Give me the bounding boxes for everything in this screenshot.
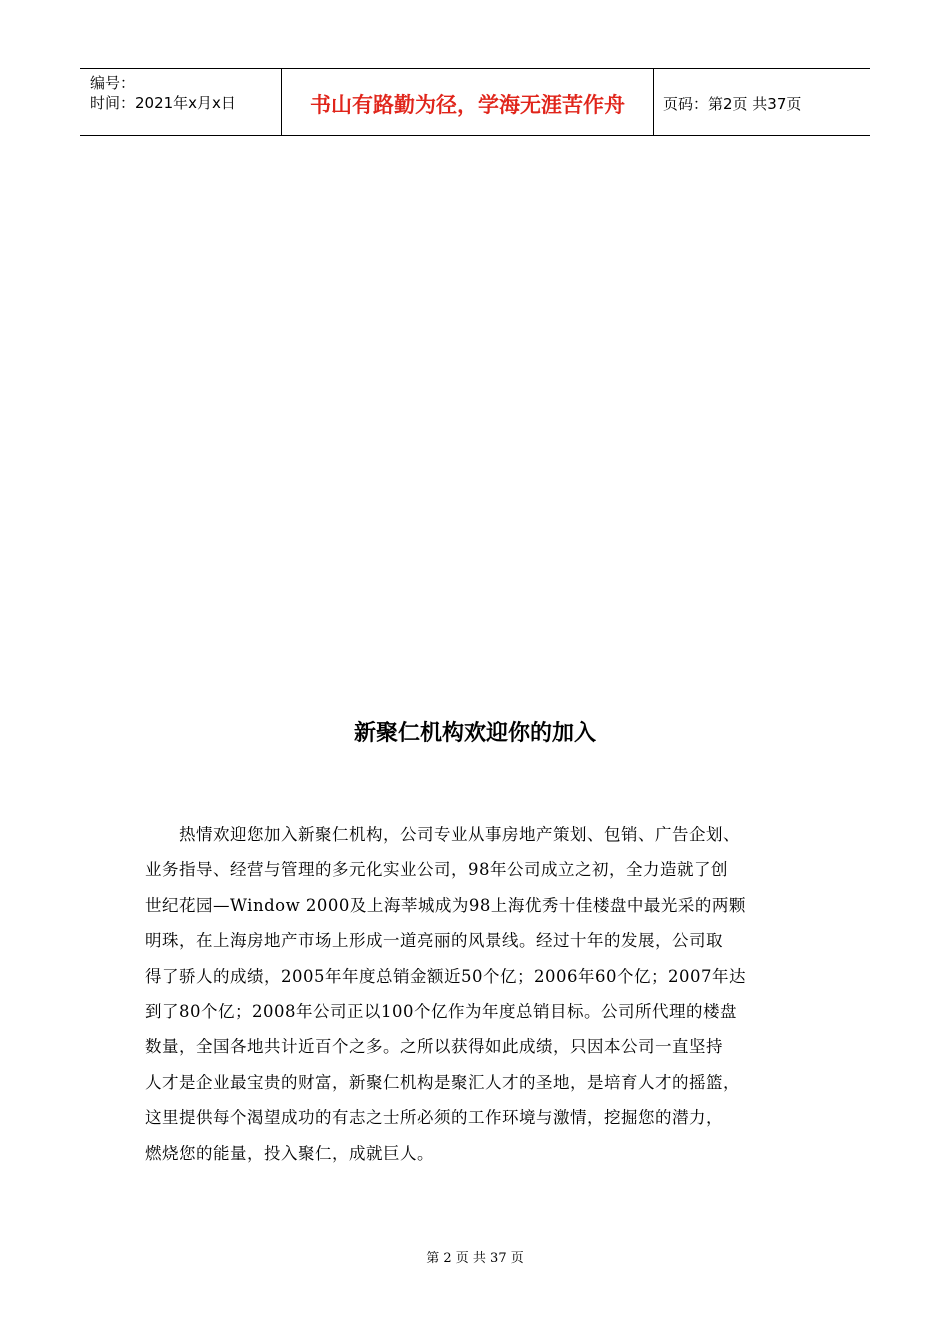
body-line: 业务指导、经营与管理的多元化实业公司，98年公司成立之初，全力造就了创 [145,860,728,880]
body-line: 热情欢迎您加入新聚仁机构，公司专业从事房地产策划、包销、广告企划、 [145,825,740,844]
header-page-info: 页码：第2页 共37页 [663,94,802,113]
page-footer: 第 2 页 共 37 页 [426,1251,524,1266]
body-line: 世纪花园—Window 2000及上海莘城成为98上海优秀十佳楼盘中最光采的两颗 [145,895,746,915]
header-meta-cell [80,69,282,135]
header-motto: 书山有路勤为径，学海无涯苦作舟 [310,92,625,117]
document-time-label: 时间：2021年x月x日 [90,94,236,112]
body-line: 明珠，在上海房地产市场上形成一道亮丽的风景线。经过十年的发展，公司取 [145,931,723,951]
document-number-label: 编号： [90,74,136,92]
body-line: 得了骄人的成绩，2005年年度总销金额近50个亿；2006年60个亿；2007年达 [145,966,746,986]
header-page-cell [654,69,870,135]
header-table [80,68,870,136]
document-body [145,817,825,1171]
body-line: 燃烧您的能量，投入聚仁，成就巨人。 [145,1143,434,1163]
header-motto-cell [282,69,654,135]
body-line: 数量，全国各地共计近百个之多。之所以获得如此成绩，只因本公司一直坚持 [145,1037,723,1057]
body-line: 到了80个亿；2008年公司正以100个亿作为年度总销目标。公司所代理的楼盘 [145,1002,737,1022]
document-title: 新聚仁机构欢迎你的加入 [353,721,596,746]
body-line: 人才是企业最宝贵的财富，新聚仁机构是聚汇人才的圣地，是培育人才的摇篮， [145,1072,740,1092]
body-line: 这里提供每个渴望成功的有志之士所必须的工作环境与激情，挖掘您的潜力， [145,1108,723,1128]
